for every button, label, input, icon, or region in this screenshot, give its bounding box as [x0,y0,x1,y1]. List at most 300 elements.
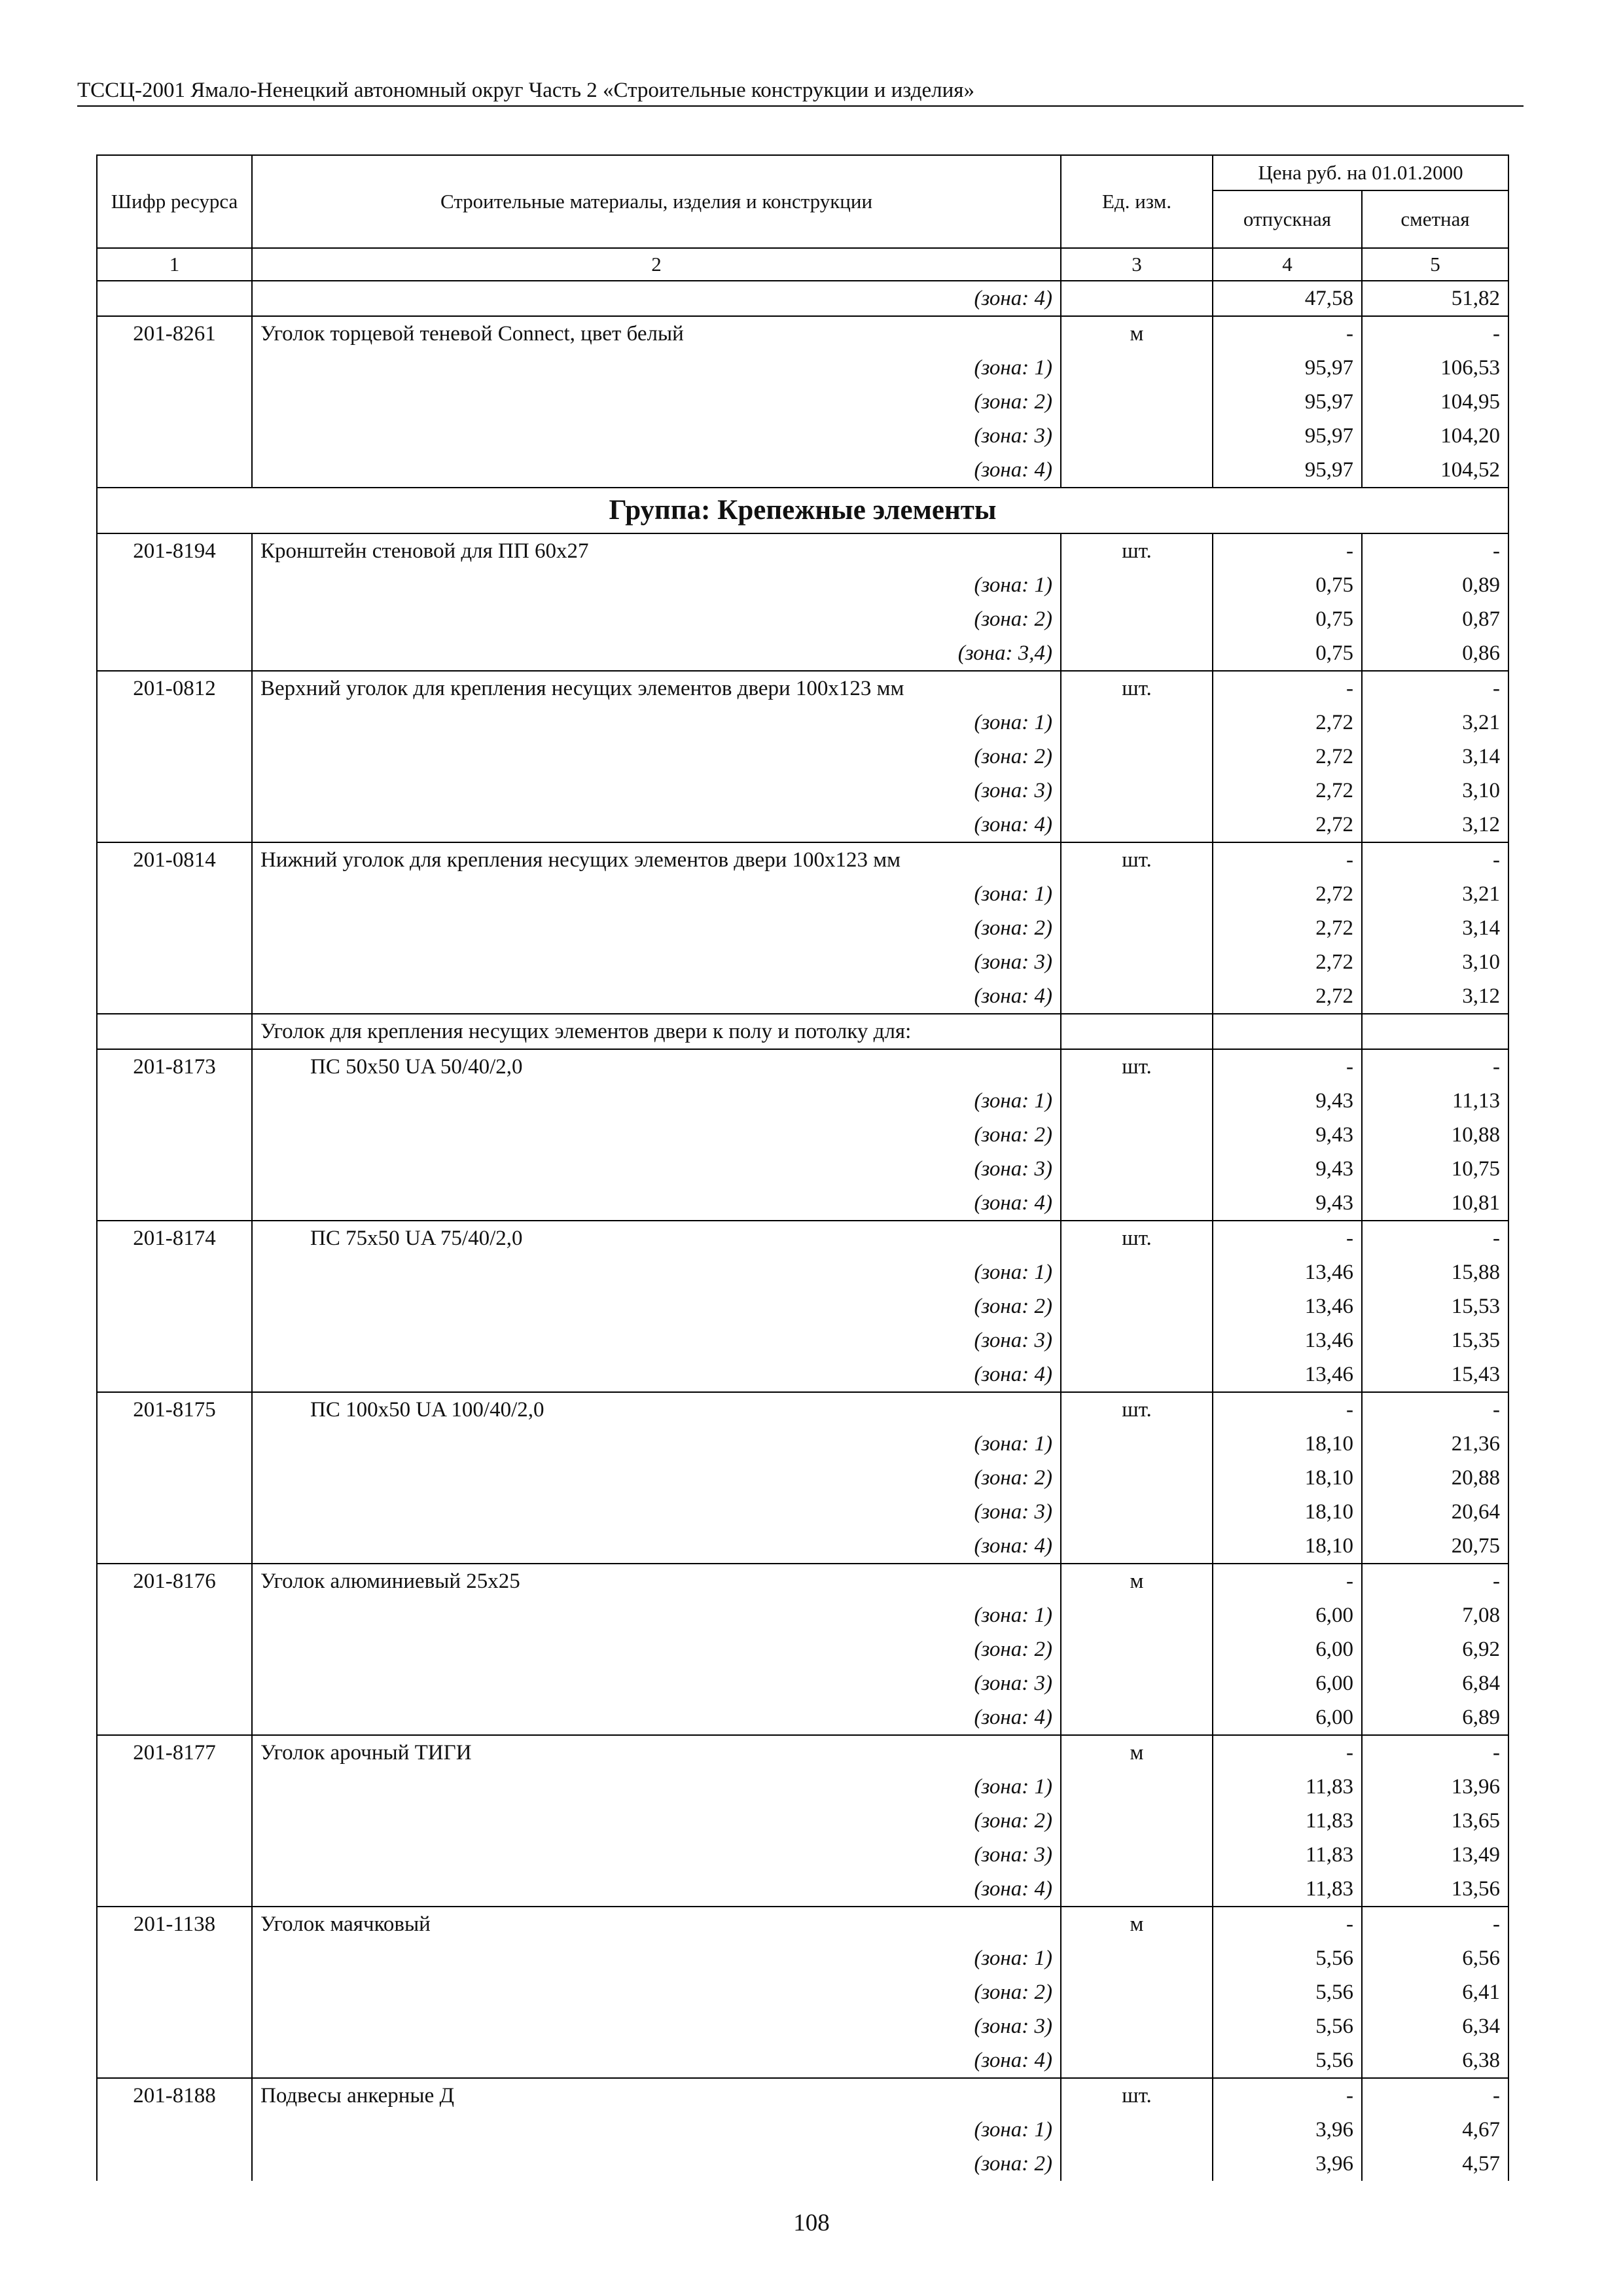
zone-label: (зона: 3) [252,1838,1061,1872]
group-row [97,488,1508,533]
release-price: 95,97 [1213,385,1362,419]
release-price: 9,43 [1213,1084,1362,1118]
release-price: 47,58 [1213,281,1362,316]
unit [1061,1255,1213,1289]
item-row [97,1392,1508,1427]
estimate-price: 0,87 [1362,602,1508,636]
resource-code: 201-8175 [97,1392,252,1427]
item-name [252,671,1061,706]
release-price: 6,00 [1213,1598,1362,1632]
zone-label: (зона: 3) [252,1152,1061,1186]
zone-row [97,1770,1508,1804]
resource-code [97,602,252,636]
release-price: 13,46 [1213,1357,1362,1392]
unit [1061,281,1213,316]
estimate-price: 0,86 [1362,636,1508,671]
estimate-price: 6,41 [1362,1975,1508,2009]
estimate-price: - [1362,1735,1508,1770]
zone-row [97,636,1508,671]
zone-label: (зона: 1) [252,706,1061,740]
estimate-price: 6,56 [1362,1941,1508,1975]
estimate-price: 11,13 [1362,1084,1508,1118]
unit [1061,1461,1213,1495]
zone-row [97,568,1508,602]
unit: шт. [1061,842,1213,877]
estimate-price: 104,95 [1362,385,1508,419]
unit [1061,1323,1213,1357]
estimate-price: 7,08 [1362,1598,1508,1632]
estimate-price: 13,49 [1362,1838,1508,1872]
zone-label: (зона: 3) [252,774,1061,808]
zone-row [97,1495,1508,1529]
estimate-price: 106,53 [1362,351,1508,385]
zone-label: (зона: 2) [252,911,1061,945]
release-price: 13,46 [1213,1323,1362,1357]
page-number: 108 [793,2210,830,2236]
unit: м [1061,1735,1213,1770]
zone-label: (зона: 3,4) [252,636,1061,671]
estimate-price: - [1362,1392,1508,1427]
estimate-price: 104,20 [1362,419,1508,453]
zone-label: (зона: 2) [252,1461,1061,1495]
zone-row [97,1529,1508,1564]
resource-code [97,568,252,602]
resource-code [97,1152,252,1186]
resource-code [97,1975,252,2009]
resource-code [97,2113,252,2147]
estimate-price: 4,57 [1362,2147,1508,2181]
zone-label: (зона: 2) [252,1975,1061,2009]
resource-code [97,877,252,911]
item-row [97,842,1508,877]
zone-label: (зона: 4) [252,1186,1061,1221]
resource-code [97,1357,252,1392]
estimate-price: 3,10 [1362,774,1508,808]
unit [1061,774,1213,808]
table-header [97,155,1508,281]
resource-code [97,453,252,488]
estimate-price: 51,82 [1362,281,1508,316]
unit [1061,1084,1213,1118]
unit [1061,1598,1213,1632]
item-name-text: ПС 75х50 UA 75/40/2,0 [310,1227,523,1250]
zone-row [97,1872,1508,1907]
unit [1061,1186,1213,1221]
estimate-price: 3,21 [1362,706,1508,740]
item-name [252,2078,1061,2113]
release-price: - [1213,1907,1362,1941]
release-price: 2,72 [1213,808,1362,842]
resource-code [97,1289,252,1323]
estimate-price: 3,10 [1362,945,1508,979]
table-body [97,281,1508,2181]
col-number: 3 [1061,248,1213,281]
release-price: 95,97 [1213,351,1362,385]
unit [1061,2147,1213,2181]
zone-label: (зона: 2) [252,1118,1061,1152]
release-price: - [1213,1564,1362,1598]
release-price: 5,56 [1213,2043,1362,2078]
zone-label: (зона: 4) [252,808,1061,842]
estimate-price: 3,12 [1362,979,1508,1014]
estimate-price: 6,92 [1362,1632,1508,1666]
group-title: Группа: Крепежные элементы [97,488,1508,533]
resource-code [97,706,252,740]
unit: м [1061,1564,1213,1598]
unit [1061,568,1213,602]
zone-label: (зона: 1) [252,568,1061,602]
zone-row [97,2113,1508,2147]
estimate-price: 21,36 [1362,1427,1508,1461]
resource-code [97,1770,252,1804]
resource-code: 201-0812 [97,671,252,706]
resource-code [97,1186,252,1221]
zone-row [97,602,1508,636]
item-name [252,1221,1061,1255]
release-price: - [1213,1049,1362,1084]
estimate-price: 6,84 [1362,1666,1508,1700]
unit: м [1061,316,1213,351]
resource-code [97,774,252,808]
release-price: 6,00 [1213,1666,1362,1700]
resource-code [97,1118,252,1152]
resource-code: 201-8176 [97,1564,252,1598]
release-price: - [1213,1221,1362,1255]
estimate-price: 10,81 [1362,1186,1508,1221]
resource-code [97,351,252,385]
zone-row [97,1941,1508,1975]
item-name [252,1564,1061,1598]
estimate-price: 15,53 [1362,1289,1508,1323]
estimate-price: - [1362,2078,1508,2113]
resource-code: 201-8261 [97,316,252,351]
resource-code [97,385,252,419]
resource-code [97,1838,252,1872]
estimate-price: 10,75 [1362,1152,1508,1186]
estimate-price: 6,38 [1362,2043,1508,2078]
resource-code [97,979,252,1014]
item-row [97,2078,1508,2113]
zone-label: (зона: 2) [252,1632,1061,1666]
release-price: 95,97 [1213,419,1362,453]
release-price: 0,75 [1213,602,1362,636]
zone-row [97,1084,1508,1118]
release-price: 0,75 [1213,636,1362,671]
release-price: 9,43 [1213,1152,1362,1186]
zone-row [97,1700,1508,1735]
estimate-price: 15,88 [1362,1255,1508,1289]
estimate-price: 20,75 [1362,1529,1508,1564]
col-number: 5 [1362,248,1508,281]
unit [1061,351,1213,385]
zone-label: (зона: 1) [252,1427,1061,1461]
resource-code [97,1598,252,1632]
zone-row [97,1289,1508,1323]
zone-label: (зона: 4) [252,1872,1061,1907]
release-price: 2,72 [1213,774,1362,808]
unit [1061,911,1213,945]
estimate-price: 4,67 [1362,2113,1508,2147]
unit [1061,1941,1213,1975]
item-name [252,533,1061,568]
estimate-price: 10,88 [1362,1118,1508,1152]
zone-row [97,774,1508,808]
zone-label: (зона: 1) [252,877,1061,911]
estimate-price: - [1362,671,1508,706]
release-price: 18,10 [1213,1495,1362,1529]
zone-row [97,453,1508,488]
zone-label: (зона: 1) [252,2113,1061,2147]
zone-label: (зона: 1) [252,351,1061,385]
estimate-price: 6,34 [1362,2009,1508,2043]
zone-row [97,1427,1508,1461]
zone-row [97,945,1508,979]
zone-label: (зона: 2) [252,2147,1061,2181]
col-number: 4 [1213,248,1362,281]
resource-code [97,1014,252,1049]
unit [1061,2113,1213,2147]
release-price: 5,56 [1213,1941,1362,1975]
unit [1061,808,1213,842]
resource-code [97,740,252,774]
zone-label: (зона: 4) [252,979,1061,1014]
zone-row [97,1186,1508,1221]
release-price: 2,72 [1213,706,1362,740]
resource-code [97,945,252,979]
release-price: 11,83 [1213,1804,1362,1838]
zone-row [97,385,1508,419]
resource-code: 201-1138 [97,1907,252,1941]
resource-code: 201-8177 [97,1735,252,1770]
col-header-name: Строительные материалы, изделия и конструкции [252,155,1061,248]
release-price: - [1213,842,1362,877]
zone-label: (зона: 3) [252,419,1061,453]
estimate-price: - [1362,1221,1508,1255]
zone-label: (зона: 3) [252,1323,1061,1357]
price-table [96,154,1509,2181]
subheader-row [97,1014,1508,1049]
item-name [252,842,1061,877]
unit [1061,1770,1213,1804]
zone-label: (зона: 2) [252,1289,1061,1323]
zone-label: (зона: 2) [252,602,1061,636]
unit: шт. [1061,1049,1213,1084]
release-price: - [1213,1392,1362,1427]
estimate-price: 15,35 [1362,1323,1508,1357]
zone-row [97,1975,1508,2009]
zone-label: (зона: 4) [252,281,1061,316]
estimate-price: 13,56 [1362,1872,1508,1907]
estimate-price: - [1362,842,1508,877]
resource-code: 201-8173 [97,1049,252,1084]
item-name-text: Верхний уголок для крепления несущих элементов двери 100х123 мм [260,677,904,700]
unit [1061,1118,1213,1152]
release-price: 11,83 [1213,1770,1362,1804]
zone-row [97,351,1508,385]
unit [1061,1529,1213,1564]
estimate-price: 13,65 [1362,1804,1508,1838]
estimate-price: 3,14 [1362,911,1508,945]
resource-code [97,1529,252,1564]
resource-code [97,1323,252,1357]
estimate-price: 15,43 [1362,1357,1508,1392]
unit [1061,385,1213,419]
release-price: 95,97 [1213,453,1362,488]
unit [1061,453,1213,488]
unit: шт. [1061,1392,1213,1427]
unit: м [1061,1907,1213,1941]
col-header-code: Шифр ресурса [97,155,252,248]
release-price: 11,83 [1213,1838,1362,1872]
estimate-price: - [1362,1564,1508,1598]
release-price: 13,46 [1213,1255,1362,1289]
resource-code [97,419,252,453]
release-price: 13,46 [1213,1289,1362,1323]
release-price: 18,10 [1213,1461,1362,1495]
release-price: - [1213,1735,1362,1770]
item-name [252,1392,1061,1427]
resource-code [97,2043,252,2078]
resource-code [97,911,252,945]
release-price: 9,43 [1213,1186,1362,1221]
item-name [252,1907,1061,1941]
zone-row [97,706,1508,740]
resource-code [97,1941,252,1975]
release-price: 5,56 [1213,2009,1362,2043]
release-price: - [1213,533,1362,568]
release-price: 2,72 [1213,979,1362,1014]
estimate-price: 6,89 [1362,1700,1508,1735]
resource-code: 201-8194 [97,533,252,568]
release-price: 3,96 [1213,2113,1362,2147]
release-price: 11,83 [1213,1872,1362,1907]
zone-row [97,1838,1508,1872]
zone-row [97,740,1508,774]
resource-code [97,2009,252,2043]
zone-label: (зона: 1) [252,1598,1061,1632]
estimate-price: - [1362,316,1508,351]
resource-code [97,2147,252,2181]
item-name-text: Уголок маячковый [260,1912,431,1936]
unit [1061,740,1213,774]
zone-label: (зона: 1) [252,1255,1061,1289]
zone-row [97,1804,1508,1838]
zone-label: (зона: 4) [252,453,1061,488]
unit [1061,877,1213,911]
zone-row [97,281,1508,316]
estimate-price: 3,21 [1362,877,1508,911]
release-price: 9,43 [1213,1118,1362,1152]
unit [1061,945,1213,979]
release-price: 5,56 [1213,1975,1362,2009]
zone-label: (зона: 3) [252,1495,1061,1529]
unit [1061,2009,1213,2043]
unit [1061,706,1213,740]
unit [1061,1357,1213,1392]
zone-row [97,1461,1508,1495]
unit [1061,1700,1213,1735]
resource-code [97,1872,252,1907]
estimate-price: 13,96 [1362,1770,1508,1804]
item-name [252,1049,1061,1084]
estimate-price: - [1362,1907,1508,1941]
item-name [252,316,1061,351]
zone-label: (зона: 4) [252,1357,1061,1392]
col-number: 1 [97,248,252,281]
resource-code: 201-8174 [97,1221,252,1255]
unit [1061,1975,1213,2009]
zone-label: (зона: 3) [252,2009,1061,2043]
zone-row [97,979,1508,1014]
unit [1061,1666,1213,1700]
zone-label: (зона: 2) [252,740,1061,774]
unit: шт. [1061,1221,1213,1255]
unit [1061,979,1213,1014]
release-price: 0,75 [1213,568,1362,602]
zone-label: (зона: 4) [252,2043,1061,2078]
zone-label: (зона: 4) [252,1700,1061,1735]
zone-label: (зона: 4) [252,1529,1061,1564]
item-name [252,1735,1061,1770]
unit: шт. [1061,671,1213,706]
resource-code [97,281,252,316]
zone-label: (зона: 3) [252,1666,1061,1700]
zone-row [97,808,1508,842]
release-price: 6,00 [1213,1700,1362,1735]
unit: шт. [1061,2078,1213,2113]
release-price: - [1213,316,1362,351]
unit: шт. [1061,533,1213,568]
zone-row [97,1152,1508,1186]
zone-label: (зона: 1) [252,1941,1061,1975]
resource-code [97,1804,252,1838]
item-row [97,1564,1508,1598]
zone-row [97,1357,1508,1392]
resource-code [97,1700,252,1735]
release-price: 2,72 [1213,740,1362,774]
unit [1061,1838,1213,1872]
item-name-text: Уголок алюминиевый 25х25 [260,1570,520,1593]
resource-code [97,808,252,842]
page-header: ТССЦ-2001 Ямало-Ненецкий автономный округ Часть 2 «Строительные конструкции и изделия» [77,79,974,102]
item-name-text: ПС 50х50 UA 50/40/2,0 [310,1055,523,1079]
zone-row [97,1323,1508,1357]
estimate-price: - [1362,1049,1508,1084]
release-price: 6,00 [1213,1632,1362,1666]
unit [1061,1014,1213,1049]
header-rule [77,105,1524,107]
resource-code: 201-0814 [97,842,252,877]
zone-row [97,1255,1508,1289]
estimate-price: 0,89 [1362,568,1508,602]
item-row [97,671,1508,706]
item-name-text: ПС 100х50 UA 100/40/2,0 [310,1398,544,1422]
estimate-price: 3,14 [1362,740,1508,774]
unit [1061,1152,1213,1186]
item-row [97,316,1508,351]
item-name-text: Уголок арочный ТИГИ [260,1741,472,1765]
zone-row [97,1598,1508,1632]
item-row [97,1049,1508,1084]
col-header-estimate: сметная [1362,190,1508,248]
resource-code [97,636,252,671]
zone-label: (зона: 2) [252,385,1061,419]
release-price [1213,1014,1362,1049]
resource-code [97,1255,252,1289]
release-price: 18,10 [1213,1427,1362,1461]
item-row [97,1221,1508,1255]
resource-code [97,1084,252,1118]
